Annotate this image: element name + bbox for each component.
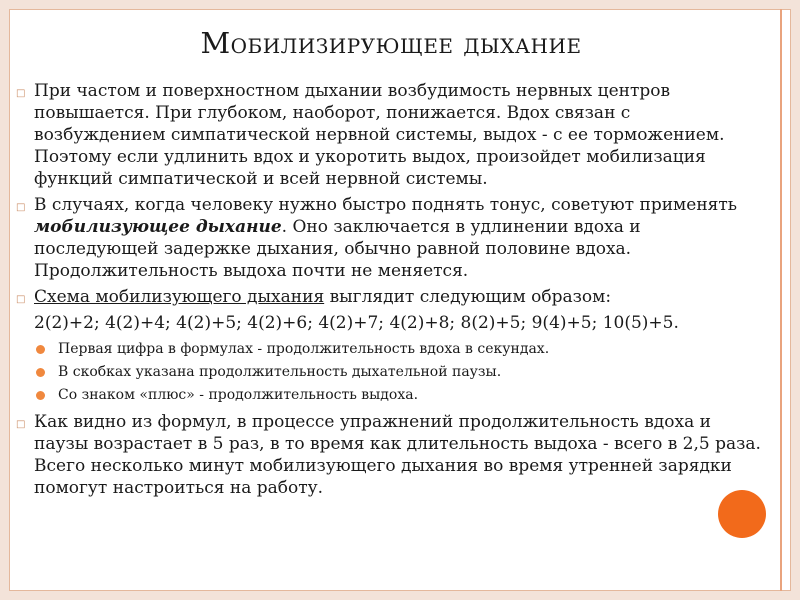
paragraph-1 [14,80,764,190]
paragraph-2-text-after: . Оно заключается в удлинении вдоха и последующей задержке дыхания, обычно равной половине вдоха. Продолжительность выдоха почти не меняется. [34,217,641,281]
sub-item [14,384,764,407]
bullet-icon: □ [16,88,26,99]
breathing-formula: 2(2)+2; 4(2)+4; 4(2)+5; 4(2)+6; 4(2)+7; 4(2)+8; 8(2)+5; 9(4)+5; 10(5)+5. [34,313,679,333]
bullet-icon: □ [16,419,26,430]
slide-title: Мобилизирующее дыхание [200,26,582,60]
orange-bullet-icon [36,345,45,354]
paragraph-2-emphasis: мобилизующее дыхание [34,217,282,237]
bullet-icon: □ [16,294,26,305]
paragraph-3 [14,286,764,308]
paragraph-2-text-before: В случаях, когда человеку нужно быстро поднять тонус, советуют применять [34,195,738,215]
scheme-link-text: Схема мобилизующего дыхания [34,287,325,307]
paragraph-4-text: Как видно из формул, в процессе упражнений продолжительность вдоха и паузы возрастает в 5 раз, в то время как длительность выдоха - всего в 2,5 раза. Всего несколько минут мобилизующего дыхания во время утренней зарядки помогут настроиться на работу. [34,412,761,498]
orange-bullet-icon [36,391,45,400]
sub-item-text: В скобках указана продолжительность дыхательной паузы. [58,364,502,380]
sub-item-text: Со знаком «плюс» - продолжительность выдоха. [58,387,419,403]
paragraph-1-text: При частом и поверхностном дыхании возбудимость нервных центров повышается. При глубоком, наоборот, понижается. Вдох связан с возбуждением симпатической нервной системы, выдох - с ее торможением. Поэтому если удлинить вдох и укоротить выдох, произойдет мобилизация функций симпатической и всей нервной системы. [34,81,725,189]
sub-item-text: Первая цифра в формулах - продолжительность вдоха в секундах. [58,341,550,357]
paragraph-2 [14,194,764,282]
right-accent-rule [780,9,782,591]
orange-circle-decoration [718,490,766,538]
sub-item [14,338,764,361]
sub-item [14,361,764,384]
paragraph-4 [14,411,764,499]
orange-bullet-icon [36,368,45,377]
paragraph-3-text-after: выглядит следующим образом: [324,287,612,307]
bullet-icon: □ [16,202,26,213]
slide-content [14,80,764,503]
